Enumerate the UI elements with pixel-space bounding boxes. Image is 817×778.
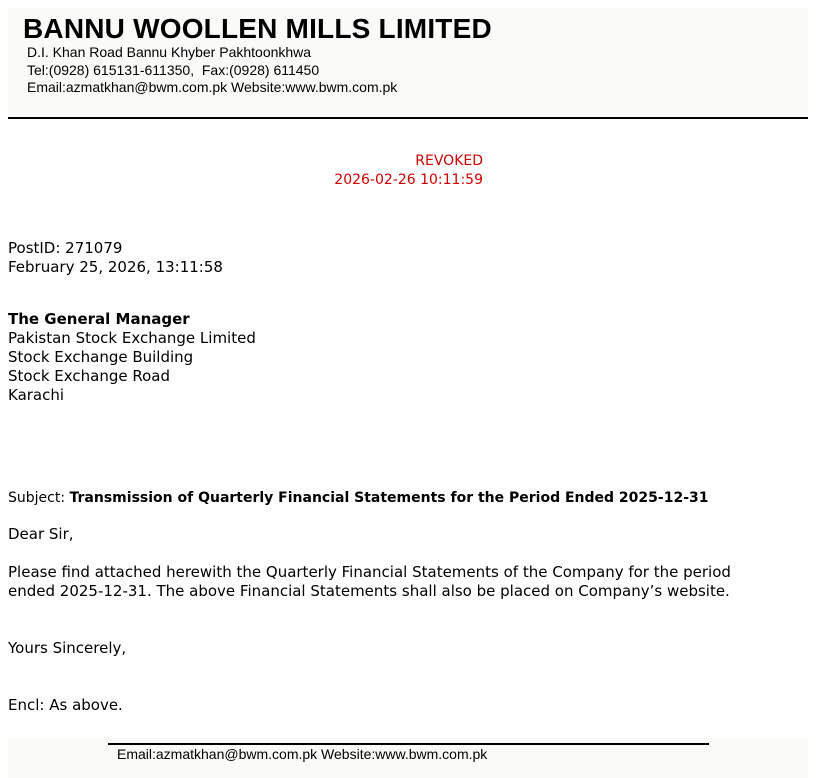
recipient-title: The General Manager xyxy=(8,310,190,328)
recipient-line: Stock Exchange Road xyxy=(8,367,170,385)
recipient-line: Pakistan Stock Exchange Limited xyxy=(8,329,256,347)
recipient-line: Stock Exchange Building xyxy=(8,348,194,366)
revoked-label: REVOKED xyxy=(415,153,483,169)
revoked-timestamp: 2026-02-26 10:11:59 xyxy=(334,172,483,188)
subject-text: Transmission of Quarterly Financial Statements for the Period Ended 2025-12-31 xyxy=(69,490,709,506)
footer-email-website: Email:azmatkhan@bwm.com.pk Website:www.bwm.com.pk xyxy=(117,746,488,762)
body-line: ended 2025-12-31. The above Financial Statements shall also be placed on Company’s website. xyxy=(8,582,730,600)
revoked-status xyxy=(0,152,483,190)
enclosure: Encl: As above. xyxy=(8,696,123,714)
footer xyxy=(8,738,808,778)
company-email-website: Email:azmatkhan@bwm.com.pk Website:www.bwm.com.pk xyxy=(27,79,398,95)
letterhead xyxy=(8,8,808,116)
closing: Yours Sincerely, xyxy=(8,639,127,657)
company-address: D.I. Khan Road Bannu Khyber Pakhtoonkhwa xyxy=(27,44,312,60)
header-divider xyxy=(8,117,808,119)
subject-label: Subject: xyxy=(8,490,66,506)
subject-line xyxy=(8,489,708,508)
salutation: Dear Sir, xyxy=(8,525,74,543)
recipient-line: Karachi xyxy=(8,386,65,404)
footer-divider xyxy=(108,743,709,745)
company-phone-fax: Tel:(0928) 615131-611350, Fax:(0928) 611450 xyxy=(27,62,320,78)
company-name: BANNU WOOLLEN MILLS LIMITED xyxy=(23,13,492,44)
body-line: Please find attached herewith the Quarterly Financial Statements of the Company for the period xyxy=(8,563,731,581)
post-id: PostID: 271079 xyxy=(8,239,123,257)
post-date: February 25, 2026, 13:11:58 xyxy=(8,258,223,276)
